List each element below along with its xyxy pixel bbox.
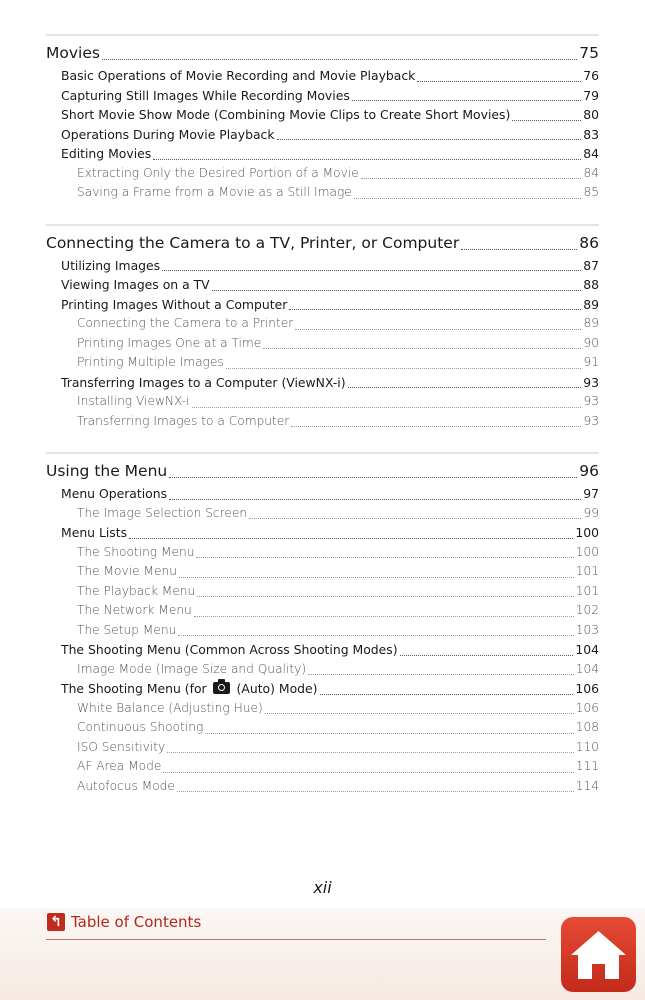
dot-leader	[512, 120, 581, 121]
toc-entry-title: Editing Movies	[61, 146, 152, 161]
toc-subsection-entry[interactable]	[46, 543, 599, 563]
dot-leader	[162, 270, 581, 271]
dot-leader	[102, 59, 577, 60]
home-button[interactable]	[561, 917, 636, 992]
toc-page-number: 101	[575, 583, 599, 598]
toc-page-number: 83	[583, 126, 599, 142]
camera-icon	[213, 682, 230, 694]
toc-page-number: 99	[583, 505, 599, 520]
dot-leader	[352, 100, 581, 101]
toc-section-entry[interactable]	[46, 105, 599, 125]
dot-leader	[192, 407, 582, 408]
dot-leader	[153, 159, 581, 160]
toc-page-number: 96	[579, 462, 599, 480]
toc-entry-title: Utilizing Images	[61, 257, 161, 273]
dot-leader	[289, 309, 581, 310]
dot-leader	[169, 499, 581, 500]
dot-leader	[129, 538, 573, 539]
toc-page-number: 110	[575, 739, 599, 754]
toc-subsection-entry[interactable]	[46, 334, 599, 354]
toc-entry-title: The Shooting Menu (Common Across Shooting Modes)	[61, 642, 398, 657]
table-of-contents-link-label: Table of Contents	[71, 913, 202, 931]
toc-subsection-entry[interactable]	[46, 660, 599, 680]
dot-leader	[265, 713, 574, 714]
toc-section-entry[interactable]	[46, 275, 599, 295]
toc-page-number: 76	[583, 68, 599, 83]
toc-entry-title: Movies	[46, 44, 100, 62]
toc-entry-title: Basic Operations of Movie Recording and Movie Playback	[61, 68, 416, 83]
toc-subsection-entry[interactable]	[46, 314, 599, 334]
toc-entry-title: Transferring Images to a Computer	[77, 413, 290, 428]
toc-entry-title: ISO Sensitivity	[77, 739, 166, 754]
toc-entry-title-part: The Shooting Menu (for	[61, 681, 211, 696]
toc-page-number: 100	[575, 525, 599, 540]
toc-page-number: 88	[583, 277, 599, 292]
toc-entry-title: The Network Menu	[77, 603, 192, 617]
toc-entry-title: Installing ViewNX-i	[77, 394, 190, 408]
toc-subsection-entry[interactable]	[46, 621, 599, 641]
dot-leader	[196, 557, 573, 558]
home-icon	[561, 917, 636, 992]
toc-subsection-entry[interactable]	[46, 183, 599, 203]
dot-leader	[178, 635, 573, 636]
toc-page-number: 104	[575, 642, 599, 657]
toc-subsection-entry[interactable]	[46, 699, 599, 719]
toc-page-number: 103	[575, 622, 599, 637]
toc-section-entry[interactable]	[46, 373, 599, 393]
toc-entry-title: Menu Operations	[61, 486, 168, 501]
toc-subsection-entry[interactable]	[46, 777, 599, 797]
toc-subsection-entry[interactable]	[46, 738, 599, 758]
toc-subsection-entry[interactable]	[46, 412, 599, 432]
toc-page-number: 75	[579, 44, 599, 62]
toc-entry-title: Connecting the Camera to a TV, Printer, or Computer	[46, 233, 460, 252]
toc-entry-title: Saving a Frame from a Movie as a Still Image	[77, 185, 352, 199]
page-number: xii	[313, 878, 332, 897]
toc-entry-title: The Shooting Menu	[77, 544, 195, 559]
toc-entry-title: Using the Menu	[46, 462, 168, 480]
toc-subsection-entry[interactable]	[46, 757, 599, 777]
toc-entry-title: Operations During Movie Playback	[61, 126, 275, 142]
toc-page-number: 84	[583, 146, 599, 161]
footer-bar	[0, 908, 645, 1000]
dot-leader	[291, 426, 581, 427]
toc-entry-title: Printing Multiple Images	[77, 355, 224, 369]
toc-section-entry[interactable]	[46, 679, 599, 699]
toc-section-entry[interactable]	[46, 125, 599, 145]
dot-leader	[212, 290, 582, 291]
dot-leader	[295, 329, 581, 330]
toc-entry-title: The Movie Menu	[77, 564, 177, 578]
toc-section	[46, 452, 599, 796]
toc-page-number: 93	[583, 374, 599, 390]
toc-entry-title: Short Movie Show Mode (Combining Movie Clips to Create Short Movies)	[61, 107, 511, 122]
toc-page-number: 86	[579, 233, 599, 252]
toc-page-number: 89	[583, 316, 599, 330]
dot-leader	[277, 139, 582, 140]
dot-leader	[263, 348, 581, 349]
toc-entry-title: Connecting the Camera to a Printer	[77, 316, 294, 330]
toc-entry-title: The Playback Menu	[77, 583, 196, 598]
toc-entry-title: Transferring Images to a Computer (ViewNX-i)	[61, 374, 346, 390]
toc-entry-title	[61, 679, 318, 699]
toc-page-number: 102	[575, 603, 599, 617]
toc-entry-title: The Image Selection Screen	[77, 505, 248, 520]
toc-entry-title: Autofocus Mode	[77, 778, 175, 793]
toc-section-entry[interactable]	[46, 523, 599, 543]
dot-leader	[348, 387, 582, 388]
toc-entry-title: Menu Lists	[61, 525, 128, 540]
toc-page-number: 87	[583, 257, 599, 273]
toc-page-number: 90	[583, 335, 599, 350]
toc-entry-title: Extracting Only the Desired Portion of a Movie	[77, 165, 359, 180]
dot-leader	[179, 577, 574, 578]
toc-page-number: 106	[575, 681, 599, 696]
toc-chapter-entry[interactable]	[46, 232, 599, 254]
toc-section	[46, 224, 599, 432]
back-arrow-icon: ↰	[47, 913, 65, 931]
toc-entry-title: AF Area Mode	[77, 759, 162, 773]
toc-entry-title: Continuous Shooting	[77, 720, 204, 734]
dot-leader	[361, 178, 582, 179]
toc-entry-title: Capturing Still Images While Recording Movies	[61, 87, 350, 103]
dot-leader	[320, 694, 574, 695]
toc-entry-title: Printing Images Without a Computer	[61, 296, 288, 312]
footer-divider	[46, 939, 546, 940]
toc-page-number: 85	[583, 185, 599, 199]
toc-page-number: 100	[575, 544, 599, 559]
dot-leader	[169, 477, 577, 478]
dot-leader	[400, 655, 574, 656]
dot-leader	[167, 752, 573, 753]
toc-subsection-entry[interactable]	[46, 353, 599, 373]
toc-entry-title: Printing Images One at a Time	[77, 335, 262, 350]
dot-leader	[354, 198, 582, 199]
dot-leader	[417, 81, 581, 82]
toc-section	[46, 34, 599, 203]
toc-section-entry[interactable]	[46, 86, 599, 106]
toc-subsection-entry[interactable]	[46, 718, 599, 738]
toc-page-number: 104	[575, 661, 599, 676]
toc-page-number: 89	[583, 296, 599, 312]
toc-subsection-entry[interactable]	[46, 601, 599, 621]
dot-leader	[194, 616, 574, 617]
toc-subsection-entry[interactable]	[46, 164, 599, 184]
toc-page-number: 91	[583, 355, 599, 369]
toc-page-number: 111	[575, 759, 599, 773]
toc-entry-title-part: (Auto) Mode)	[232, 681, 318, 696]
toc-chapter-entry[interactable]	[46, 460, 599, 482]
toc-page-number: 101	[575, 564, 599, 578]
toc-page-number: 79	[583, 87, 599, 103]
dot-leader	[461, 249, 577, 250]
toc-entry-title: Image Mode (Image Size and Quality)	[77, 661, 307, 676]
toc-entry-title: Viewing Images on a TV	[61, 277, 210, 292]
dot-leader	[197, 596, 573, 597]
toc-page-number: 97	[583, 486, 599, 501]
toc-section-entry[interactable]	[46, 144, 599, 164]
toc-chapter-entry[interactable]	[46, 42, 599, 64]
dot-leader	[226, 368, 582, 369]
toc-section-entry[interactable]	[46, 66, 599, 86]
toc-page-number: 84	[583, 165, 599, 180]
toc-page-number: 108	[575, 720, 599, 734]
toc-page-number: 80	[583, 107, 599, 122]
toc-subsection-entry[interactable]	[46, 504, 599, 524]
toc-page-number: 106	[575, 700, 599, 715]
toc-page-number: 114	[575, 778, 599, 793]
table-of-contents	[46, 34, 599, 817]
dot-leader	[163, 772, 573, 773]
toc-section-entry[interactable]	[46, 295, 599, 315]
toc-subsection-entry[interactable]	[46, 392, 599, 412]
toc-page-number: 93	[583, 394, 599, 408]
toc-entry-title: White Balance (Adjusting Hue)	[77, 700, 263, 715]
toc-section-entry[interactable]	[46, 484, 599, 504]
toc-section-entry[interactable]	[46, 640, 599, 660]
dot-leader	[249, 518, 581, 519]
dot-leader	[177, 791, 574, 792]
toc-entry-title: The Setup Menu	[77, 622, 177, 637]
dot-leader	[308, 674, 574, 675]
toc-subsection-entry[interactable]	[46, 582, 599, 602]
toc-subsection-entry[interactable]	[46, 562, 599, 582]
dot-leader	[205, 733, 573, 734]
toc-section-entry[interactable]	[46, 256, 599, 276]
toc-page-number: 93	[583, 413, 599, 428]
table-of-contents-link[interactable]	[47, 913, 201, 931]
